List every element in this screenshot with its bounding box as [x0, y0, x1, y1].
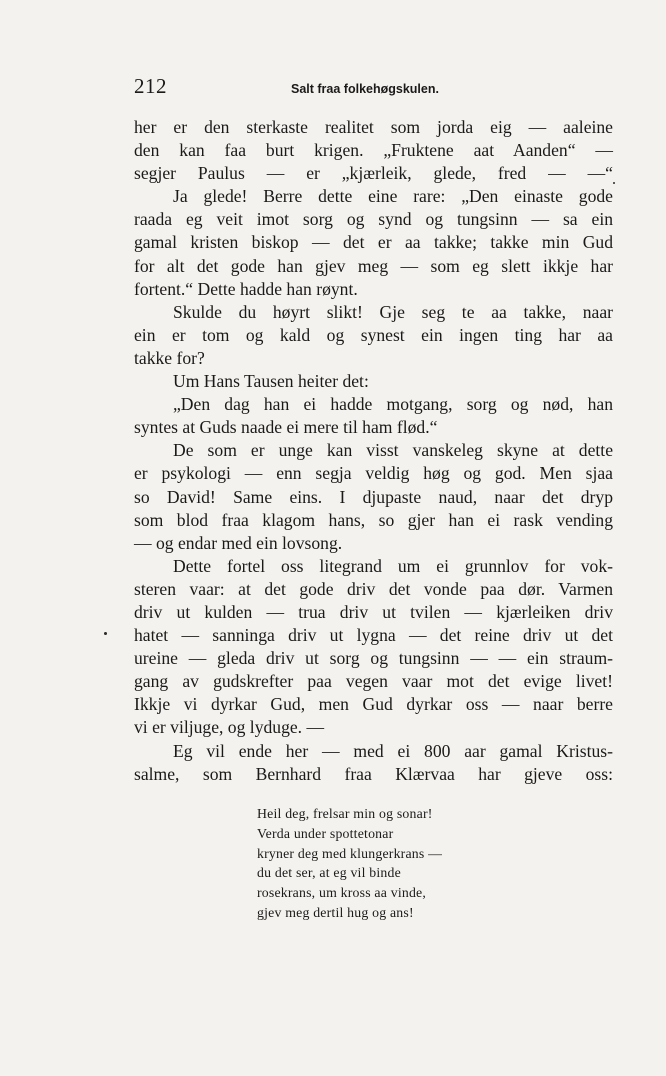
- text-line: Ikkje vi dyrkar Gud, men Gud dyrkar oss — naar berre: [134, 694, 613, 715]
- verse-line: gjev meg dertil hug og ans!: [257, 904, 414, 920]
- verse-line: kryner deg med klungerkrans —: [257, 845, 443, 861]
- verse-line: Verda under spottetonar: [257, 825, 394, 841]
- text-line: Skulde du høyrt slikt! Gje seg te aa takke, naar: [173, 301, 613, 322]
- text-line: Dette fortel oss litegrand um ei grunnlov for vok-: [173, 555, 613, 576]
- text-line: salme, som Bernhard fraa Klærvaa har gjeve oss:: [134, 763, 613, 784]
- text-line: ureine — gleda driv ut sorg og tungsinn — — ein straum-: [134, 648, 613, 669]
- verse-line: Heil deg, frelsar min og sonar!: [257, 806, 433, 821]
- text-line: — og endar med ein lovsong.: [134, 532, 343, 553]
- print-speck: [104, 632, 107, 635]
- text-line: so David! Same eins. I djupaste naud, naar det dryp: [134, 486, 613, 507]
- hymn-verse: [257, 804, 497, 923]
- print-speck: [613, 182, 615, 184]
- text-line: ein er tom og kald og synest ein ingen ting har aa: [134, 324, 613, 345]
- text-line: Um Hans Tausen heiter det:: [173, 371, 369, 392]
- text-line: takke for?: [134, 347, 205, 368]
- text-line: raada eg veit imot sorg og synd og tungsinn — sa ein: [134, 209, 613, 230]
- text-line: steren vaar: at det gode driv det vonde paa dør. Varmen: [134, 578, 613, 599]
- verse-line: rosekrans, um kross aa vinde,: [257, 885, 427, 901]
- page-number: 212: [134, 74, 167, 98]
- text-line: De som er unge kan visst vanskeleg skyne at dette: [173, 440, 613, 461]
- text-line: gamal kristen biskop — det er aa takke; takke min Gud: [134, 232, 613, 253]
- text-line: for alt det gode han gjev meg — som eg slett ikkje har: [134, 255, 613, 276]
- text-line: den kan faa burt krigen. „Fruktene aat Aanden“ —: [134, 140, 613, 161]
- text-line: fortent.“ Dette hadde han røynt.: [134, 278, 358, 299]
- text-line: som blod fraa klagom hans, so gjer han ei rask vending: [134, 509, 613, 530]
- text-line: her er den sterkaste realitet som jorda eig — aaleine: [134, 117, 613, 137]
- text-line: gang av gudskrefter paa vegen vaar mot det evige livet!: [134, 671, 613, 692]
- verse-line: du det ser, at eg vil binde: [257, 865, 401, 881]
- text-line: vi er viljuge, og lyduge. —: [134, 717, 325, 738]
- text-line: Eg vil ende her — med ei 800 aar gamal Kristus-: [173, 740, 613, 761]
- text-line: Ja glede! Berre dette eine rare: „Den einaste gode: [173, 186, 613, 207]
- text-line: hatet — sanninga driv ut lygna — det reine driv ut det: [134, 625, 613, 646]
- text-line: syntes at Guds naade ei mere til ham flød.“: [134, 417, 438, 438]
- text-line: er psykologi — enn segja veldig høg og god. Men sjaa: [134, 463, 613, 484]
- text-line: „Den dag han ei hadde motgang, sorg og nød, han: [173, 394, 613, 415]
- text-line: segjer Paulus — er „kjærleik, glede, fred — —“: [134, 163, 613, 184]
- running-head: Salt fraa folkehøgskulen.: [291, 82, 439, 96]
- body-text: [134, 116, 613, 786]
- page-header: [134, 74, 614, 100]
- text-line: driv ut kulden — trua driv ut tvilen — kjærleiken driv: [134, 601, 613, 622]
